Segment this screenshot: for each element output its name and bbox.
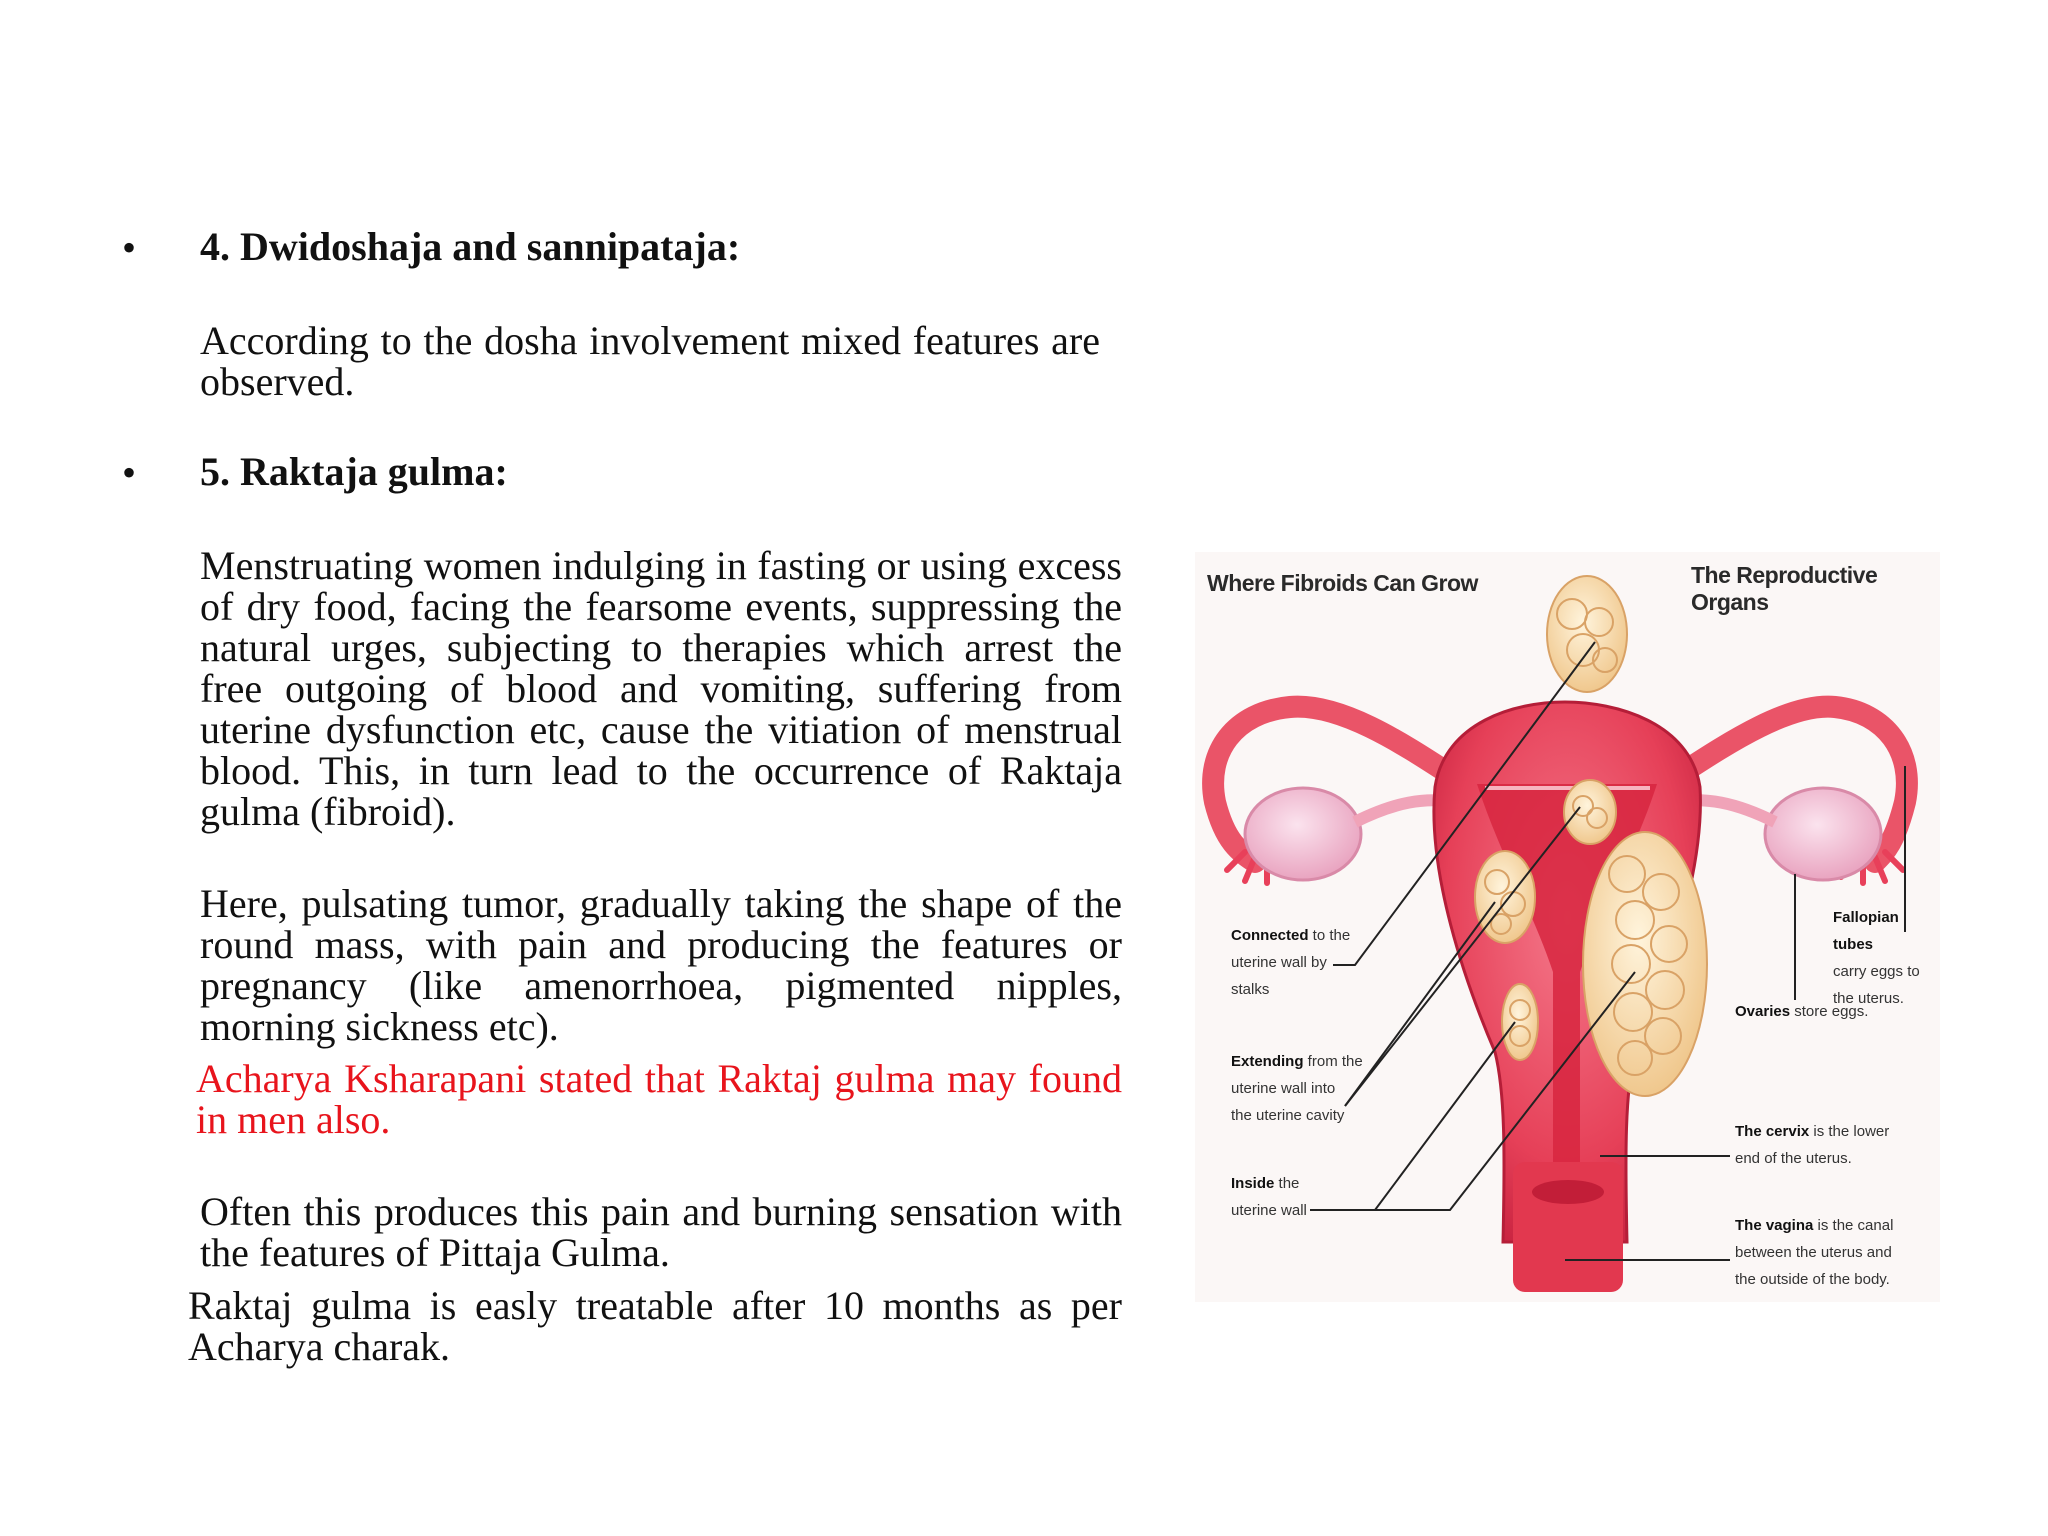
label-fallopian-tubes: Fallopian tubes carry eggs to the uterus. xyxy=(1833,909,1920,1007)
label-vagina: The vagina is the canal between the uterus and the outside of the body. xyxy=(1735,1217,1894,1288)
label-connected: Connected to the uterine wall by stalks xyxy=(1231,927,1351,998)
label-ovaries: Ovaries store eggs. xyxy=(1735,1003,1869,1020)
bullet-marker: • xyxy=(122,225,137,270)
heading-dwidoshaja: 4. Dwidoshaja and sannipataja: xyxy=(200,224,741,269)
paragraph-treatable: Raktaj gulma is easly treatable after 10 months as per Acharya charak. xyxy=(188,1283,1122,1369)
bullet-marker: • xyxy=(122,450,137,495)
heading-raktaja: 5. Raktaja gulma: xyxy=(200,449,508,494)
paragraph-dwidoshaja: According to the dosha involvement mixed features are observed. xyxy=(200,318,1100,404)
paragraph-raktaja-causes: Menstruating women indulging in fasting or using excess of dry food, facing the fearsome events, suppressing the natural urges, subjecting to therapies which arrest the free outgoing of blood and vomiting, suffering from uterine dysfunction etc, cause the vitiation of menstrual blood. This, in turn lead to the occurrence of Raktaja gulma (fibroid). xyxy=(200,543,1122,834)
diagram-title-left: Where Fibroids Can Grow xyxy=(1207,570,1478,596)
label-inside: Inside the uterine wall xyxy=(1231,1175,1307,1219)
paragraph-ksharapani-note: Acharya Ksharapani stated that Raktaj gulma may found in men also. xyxy=(196,1056,1122,1142)
paragraph-pittaja: Often this produces this pain and burning sensation with the features of Pittaja Gulma. xyxy=(200,1189,1122,1275)
label-extending: Extending from the uterine wall into the uterine cavity xyxy=(1231,1053,1363,1124)
diagram-title-right: The Reproductive Organs xyxy=(1691,562,1878,615)
label-cervix: The cervix is the lower end of the uterus. xyxy=(1735,1123,1890,1167)
fibroid-diagram xyxy=(1195,552,1940,1302)
paragraph-raktaja-features: Here, pulsating tumor, gradually taking the shape of the round mass, with pain and producing the features or pregnancy (like amenorrhoea, pigmented nipples, morning sickness etc). xyxy=(200,881,1122,1049)
